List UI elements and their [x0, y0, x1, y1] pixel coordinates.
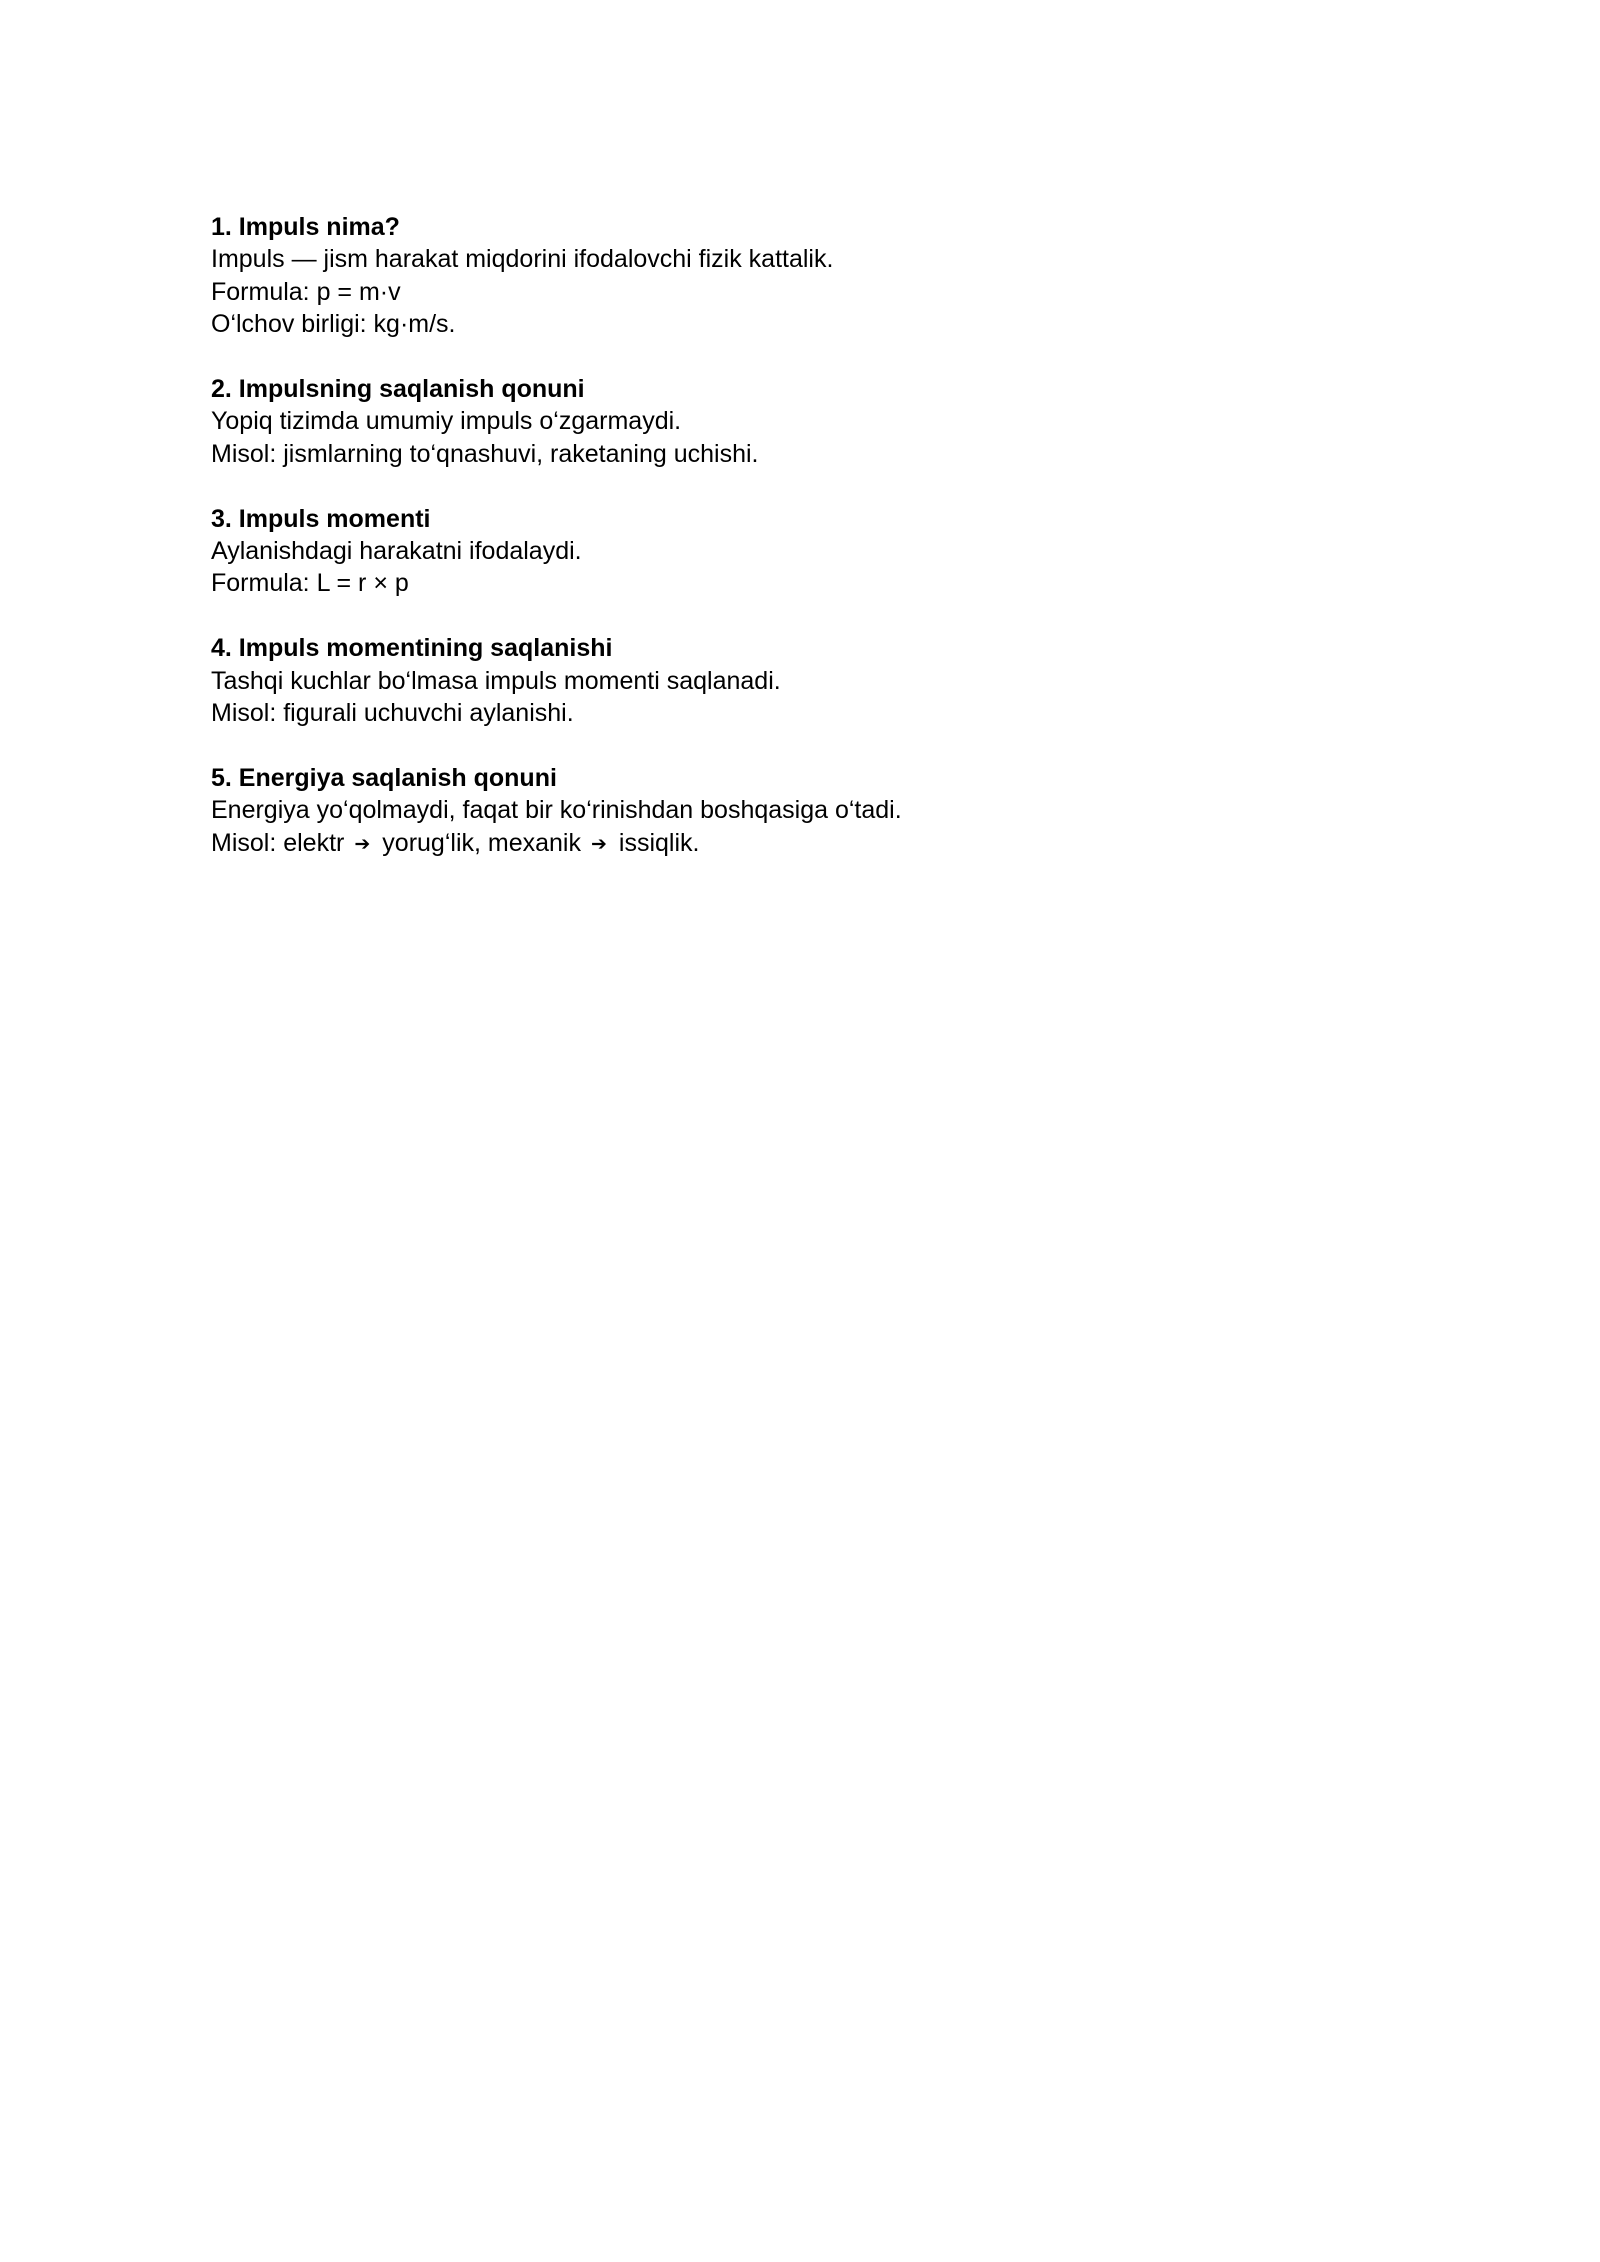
- section-heading: 2. Impulsning saqlanish qonuni: [211, 375, 585, 404]
- section-line: Energiya yo‘qolmaydi, faqat bir ko‘rinishdan boshqasiga o‘tadi.: [211, 796, 902, 825]
- section-line: O‘lchov birligi: kg·m/s.: [211, 310, 456, 339]
- section-heading: 3. Impuls momenti: [211, 504, 431, 533]
- document-body: [211, 211, 1391, 893]
- section-line: Misol: figurali uchuvchi aylanishi.: [211, 699, 574, 728]
- section-impuls-momentining-saqlanishi: [211, 632, 1391, 729]
- arrow-right-icon: ➔: [354, 833, 371, 855]
- section-impuls-nima: [211, 211, 1391, 341]
- arrow-right-icon: ➔: [590, 833, 607, 855]
- section-line: Yopiq tizimda umumiy impuls o‘zgarmaydi.: [211, 407, 682, 436]
- example-prefix: Misol: elektr: [211, 828, 345, 857]
- section-heading: 4. Impuls momentining saqlanishi: [211, 634, 613, 663]
- section-energiya-saqlanish: [211, 762, 1391, 861]
- example-suffix: issiqlik.: [618, 828, 700, 857]
- section-heading: 1. Impuls nima?: [211, 213, 400, 241]
- example-line: [211, 827, 1391, 861]
- section-impuls-momenti: [211, 503, 1391, 600]
- section-line: Impuls — jism harakat miqdorini ifodalovchi fizik kattalik.: [211, 245, 834, 274]
- section-line: Tashqi kuchlar bo‘lmasa impuls momenti saqlanadi.: [211, 666, 781, 695]
- section-impulsning-saqlanish: [211, 373, 1391, 470]
- example-middle: yorug‘lik, mexanik: [382, 828, 581, 857]
- section-line: Formula: L = r × p: [211, 569, 409, 598]
- section-line: Formula: p = m·v: [211, 277, 401, 306]
- section-heading: 5. Energiya saqlanish qonuni: [211, 763, 557, 792]
- section-line: Aylanishdagi harakatni ifodalaydi.: [211, 537, 582, 566]
- section-line: Misol: jismlarning to‘qnashuvi, raketaning uchishi.: [211, 439, 759, 468]
